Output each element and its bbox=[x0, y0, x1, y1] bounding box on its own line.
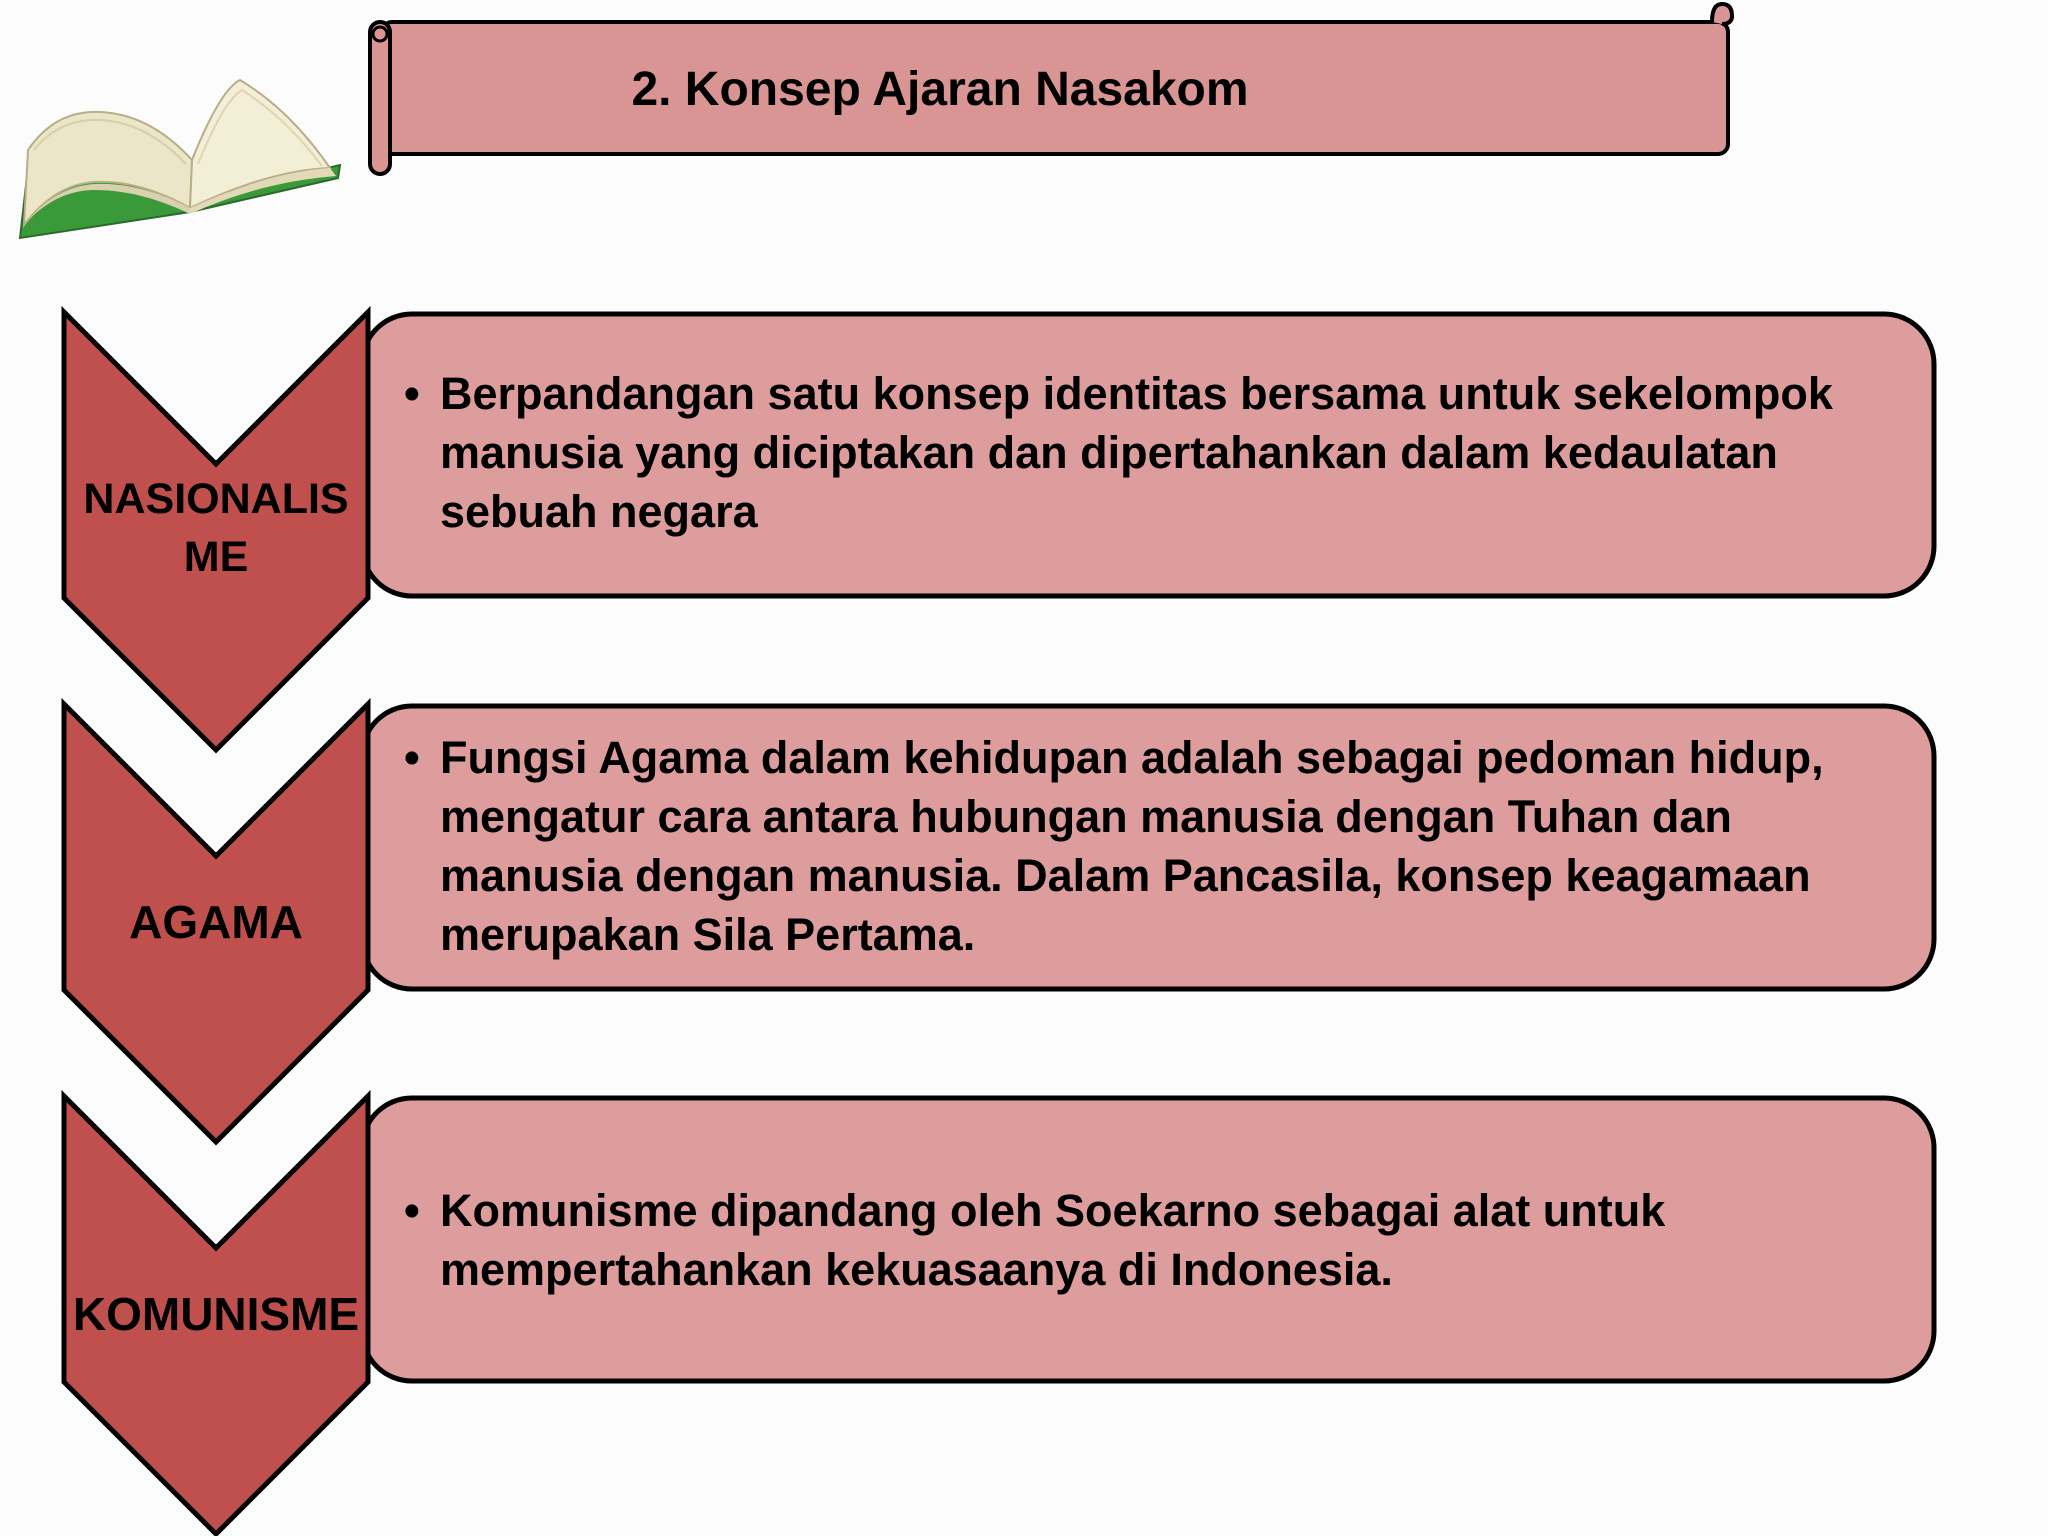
bullet-item: • Fungsi Agama dalam kehidupan adalah sebagai pedoman hidup, mengatur cara antara hubungan manusia dengan Tuhan dan manusia dengan manusia. Dalam Pancasila, konsep keagamaan merupakan Sila Pertama. bbox=[440, 728, 1900, 964]
concept-label-agama: AGAMA bbox=[129, 896, 303, 948]
description-komunisme bbox=[400, 1181, 1900, 1299]
bullet-item: • Komunisme dipandang oleh Soekarno sebagai alat untuk mempertahankan kekuasaanya di Indonesia. bbox=[440, 1181, 1900, 1299]
slide-title: 2. Konsep Ajaran Nasakom bbox=[631, 63, 1249, 116]
bullet-item: • Berpandangan satu konsep identitas bersama untuk sekelompok manusia yang diciptakan dan dipertahankan dalam kedaulatan sebuah negara bbox=[440, 364, 1900, 541]
concept-label-komunisme: KOMUNISME bbox=[72, 1288, 360, 1340]
description-nasionalisme bbox=[400, 364, 1900, 541]
description-agama bbox=[400, 728, 1900, 964]
concept-label-nasionalisme: NASIONALIS ME bbox=[83, 475, 349, 581]
